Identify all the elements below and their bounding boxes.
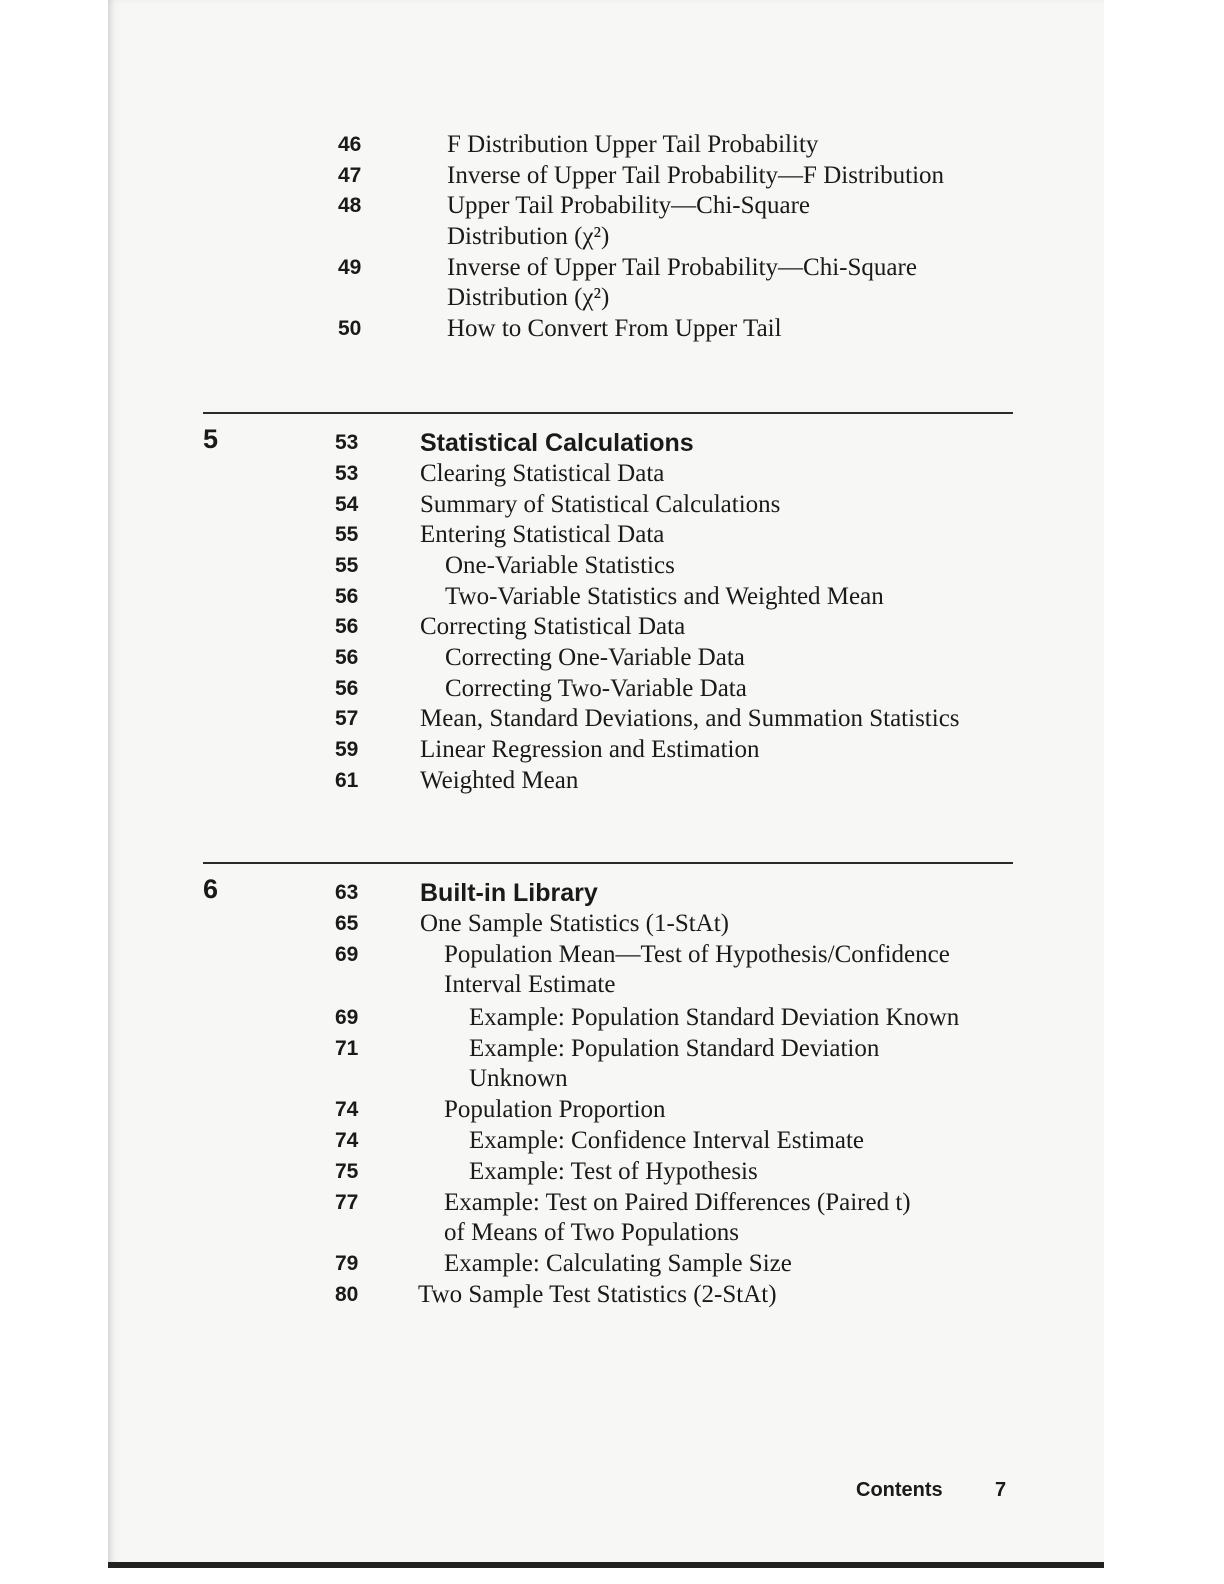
toc-page-number: 69 <box>335 1006 359 1029</box>
toc-entry-title: Clearing Statistical Data <box>420 460 665 487</box>
toc-page-number: 69 <box>335 943 359 966</box>
toc-entry-title: Correcting Two-Variable Data <box>445 675 747 702</box>
toc-entry-title: How to Convert From Upper Tail <box>447 315 782 342</box>
toc-page-number: 56 <box>335 615 359 638</box>
chapter-title: Built-in Library <box>420 879 598 907</box>
toc-entry-title: One Sample Statistics (1-StAt) <box>420 910 729 937</box>
toc-page-number: 48 <box>338 194 362 217</box>
page-bottom-edge <box>108 1562 1104 1568</box>
toc-entry-title: Example: Population Standard Deviation Known <box>469 1004 960 1031</box>
toc-entry-continuation: of Means of Two Populations <box>444 1219 739 1246</box>
toc-page-number: 56 <box>335 646 359 669</box>
toc-page-number: 56 <box>335 585 359 608</box>
chapter-divider <box>203 412 1013 414</box>
toc-page-number: 50 <box>338 317 362 340</box>
toc-page-number: 53 <box>335 462 359 485</box>
toc-entry-title: Inverse of Upper Tail Probability—F Distribution <box>447 162 945 189</box>
toc-entry-title: Inverse of Upper Tail Probability—Chi-Square <box>447 254 917 281</box>
toc-entry-title: Population Proportion <box>444 1096 666 1123</box>
toc-page-number: 56 <box>335 677 359 700</box>
toc-page-number: 80 <box>335 1283 359 1306</box>
chapter-number: 5 <box>203 424 219 454</box>
toc-entry-continuation: Distribution (χ²) <box>447 284 610 311</box>
toc-entry-title: Summary of Statistical Calculations <box>420 491 781 518</box>
toc-entry-title: Example: Test on Paired Differences (Paired t) <box>444 1189 911 1216</box>
toc-page-number: 59 <box>335 738 359 761</box>
toc-page-number: 47 <box>338 164 362 187</box>
toc-entry-title: Weighted Mean <box>420 767 579 794</box>
toc-entry-continuation: Distribution (χ²) <box>447 223 610 250</box>
toc-page-number: 65 <box>335 912 359 935</box>
toc-entry-title: Upper Tail Probability—Chi-Square <box>447 192 811 219</box>
toc-entry-title: Correcting Statistical Data <box>420 613 686 640</box>
running-footer-label: Contents <box>856 1479 943 1501</box>
toc-page-number: 75 <box>335 1160 359 1183</box>
toc-entry-title: Linear Regression and Estimation <box>420 736 760 763</box>
toc-entry-title: Example: Confidence Interval Estimate <box>469 1127 864 1154</box>
toc-page-number: 53 <box>335 431 359 454</box>
toc-entry-title: F Distribution Upper Tail Probability <box>447 131 819 158</box>
toc-entry-title: Two-Variable Statistics and Weighted Mean <box>445 583 884 610</box>
chapter-title: Statistical Calculations <box>420 429 694 457</box>
toc-page-number: 49 <box>338 256 362 279</box>
toc-page-number: 57 <box>335 707 359 730</box>
toc-entry-title: Example: Test of Hypothesis <box>469 1158 758 1185</box>
toc-entry-title: One-Variable Statistics <box>445 552 675 579</box>
toc-entry-continuation: Interval Estimate <box>444 971 616 998</box>
toc-page-number: 71 <box>335 1037 359 1060</box>
toc-entry-title: Example: Population Standard Deviation <box>469 1035 880 1062</box>
toc-entry-title: Mean, Standard Deviations, and Summation Statistics <box>420 705 960 732</box>
toc-page-number: 79 <box>335 1252 359 1275</box>
toc-page-number: 63 <box>335 881 359 904</box>
toc-entry-title: Correcting One-Variable Data <box>445 644 745 671</box>
toc-entry-title: Entering Statistical Data <box>420 521 665 548</box>
toc-entry-title: Two Sample Test Statistics (2-StAt) <box>418 1281 777 1308</box>
chapter-number: 6 <box>203 874 219 904</box>
chapter-divider <box>203 862 1013 864</box>
toc-page-number: 54 <box>335 493 359 516</box>
toc-page-number: 55 <box>335 523 359 546</box>
toc-page-number: 61 <box>335 769 359 792</box>
toc-page-number: 77 <box>335 1191 359 1214</box>
toc-entry-title: Population Mean—Test of Hypothesis/Confidence <box>444 941 950 968</box>
toc-page-number: 74 <box>335 1129 359 1152</box>
toc-entry-title: Example: Calculating Sample Size <box>444 1250 792 1277</box>
page-number: 7 <box>995 1479 1007 1501</box>
toc-page-number: 55 <box>335 554 359 577</box>
toc-page-number: 74 <box>335 1098 359 1121</box>
toc-entry-continuation: Unknown <box>469 1065 568 1092</box>
toc-page-number: 46 <box>338 133 362 156</box>
